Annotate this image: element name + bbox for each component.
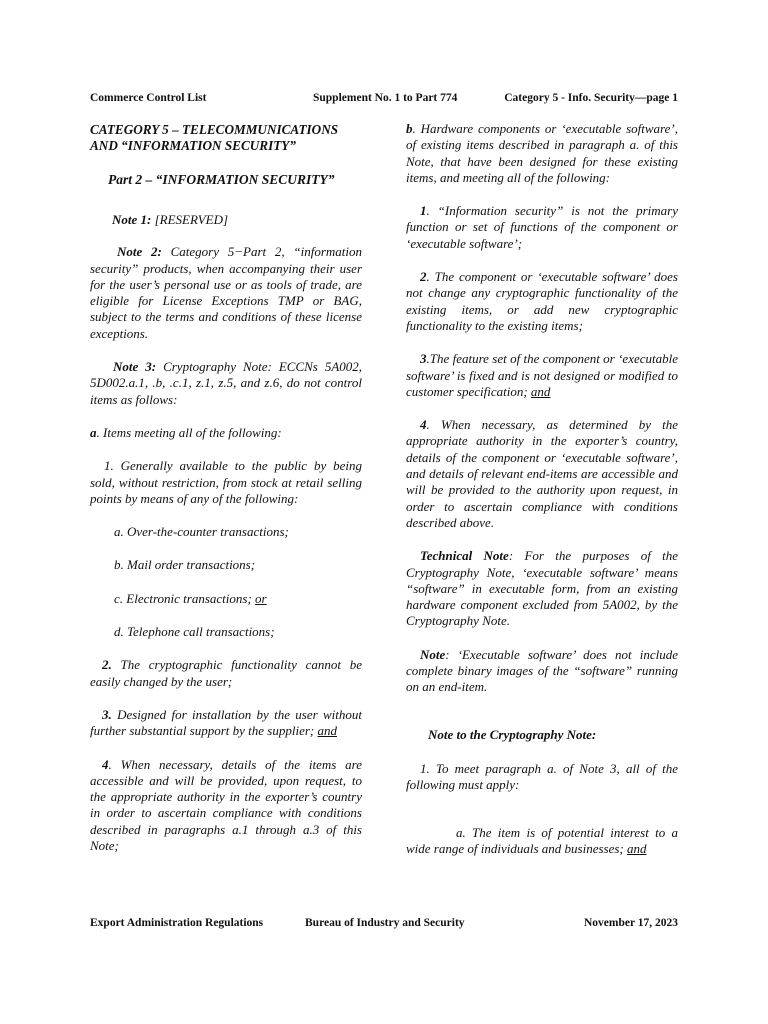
cryptography-note-title: Note to the Cryptography Note: [428,726,597,742]
para-a3-text: Designed for installation by the user without further substantial support by the supplier; [90,706,363,739]
para-b3 [406,351,678,400]
para-b-label: b [406,121,413,136]
header-right: Category 5 - Info. Security—page 1 [504,92,678,104]
note-2-text: Category 5−Part 2, “information security” products, when accompanying their user for the user’s personal use or as tools of trade, are eligible for License Exceptions TMP or BAG, subject to the terms and conditions of these license exceptions. [90,244,362,341]
para-b3-label: 3 [420,351,427,367]
para-b1 [406,203,678,252]
ctn-para-1a-and: and [627,840,647,856]
para-b2-label: 2 [420,269,427,285]
note-3 [90,359,362,408]
technical-note-text: : For the purposes of the Cryptography Note, ‘executable software’ means “software” in executable form, from an existing hardware component excluded from 5A002, by the Cryptography Note. [406,548,679,629]
note-text: : ‘Executable software’ does not include complete binary images of the “software” running on an end-item. [406,646,678,695]
category-title: CATEGORY 5 – TELECOMMUNICATIONS AND “INFORMATION SECURITY” [90,122,339,153]
para-a3-label: 3. [102,706,112,722]
para-b1-text: . “Information security” is not the primary function or set of functions of the component or ‘executable software’; [406,203,678,251]
footer-left: Export Administration Regulations [90,917,264,929]
para-a3-and: and [317,723,337,739]
header-middle: Supplement No. 1 to Part 774 [313,92,458,104]
para-b4-text: . When necessary, as determined by the appropriate authority in the exporter’s country, details of the component or ‘executable software’, and details of relevant end-items are accessible and will be provided to the authority upon request, in order to ascertain compliance with conditions described above. [406,417,678,530]
note-2 [90,244,362,342]
para-a4-label: 4 [102,756,109,772]
note-1-text: [RESERVED] [154,212,229,227]
note-3-label: Note 3: [113,359,157,375]
para-b3-and: and [530,383,551,399]
sub-item-d: d. Telephone call transactions; [114,624,275,640]
footer-right: November 17, 2023 [583,917,678,929]
header-left: Commerce Control List [90,92,207,104]
para-a2-text: The cryptographic functionality cannot be easily changed by the user; [90,657,363,689]
technical-note-label: Technical Note [420,548,509,564]
sub-item-c-or: or [255,590,267,606]
para-a2 [90,657,362,690]
sub-item-b: b. Mail order transactions; [114,557,256,573]
para-a4 [90,757,362,855]
sub-item-c [90,591,362,607]
para-a-label: a [90,424,97,440]
para-b2 [406,269,678,334]
para-b4-label: 4 [420,417,427,433]
executable-software-note [406,647,678,696]
footer-middle: Bureau of Industry and Security [305,917,465,929]
para-b3-text: .The feature set of the component or ‘executable software’ is fixed and is not designed or modified to customer specification; [406,351,678,399]
ctn-para-1a [406,825,678,858]
para-a1: 1. Generally available to the public by being sold, without restriction, from stock at retail selling points by means of any of the following: [90,458,362,506]
para-a2-label: 2. [102,657,112,673]
para-b2-text: . The component or ‘executable software’ does not change any cryptographic functionality of the existing items, or add new cryptographic functionality to the existing items; [406,269,678,333]
note-2-label: Note 2: [117,244,162,260]
para-a [90,425,362,441]
sub-item-c-text: c. Electronic transactions; [114,590,252,606]
ctn-para-1: 1. To meet paragraph a. of Note 3, all of the following must apply: [406,760,678,793]
technical-note [406,548,678,629]
part-title: Part 2 – “INFORMATION SECURITY” [108,172,335,187]
para-a-text: . Items meeting all of the following: [96,424,282,440]
para-a4-text: . When necessary, details of the items are accessible and will be provided, upon request, to the appropriate authority in the exporter’s country in order to ascertain compliance with conditions described in paragraphs a.1 through a.3 of this Note; [90,756,362,854]
para-b [406,121,678,186]
left-column [90,120,362,854]
note-1 [90,212,362,228]
para-b1-label: 1 [420,203,427,219]
para-a3 [90,707,362,740]
right-column [406,120,678,857]
note-3-text: Cryptography Note: ECCNs 5A002, 5D002.a.1, .b, .c.1, z.1, z.5, and z.6, do not control items as follows: [90,359,363,407]
note-label: Note [420,646,446,662]
para-b-text: . Hardware components or ‘executable software’, of existing items described in paragraph a. of this Note, that have been designed for these existing items, and meeting all of the following: [406,121,678,185]
sub-item-a: a. Over-the-counter transactions; [114,524,289,540]
note-1-label: Note 1: [112,212,152,227]
para-b4 [406,417,678,531]
ctn-para-1a-text: a. The item is of potential interest to a wide range of individuals and businesses; [406,824,678,856]
